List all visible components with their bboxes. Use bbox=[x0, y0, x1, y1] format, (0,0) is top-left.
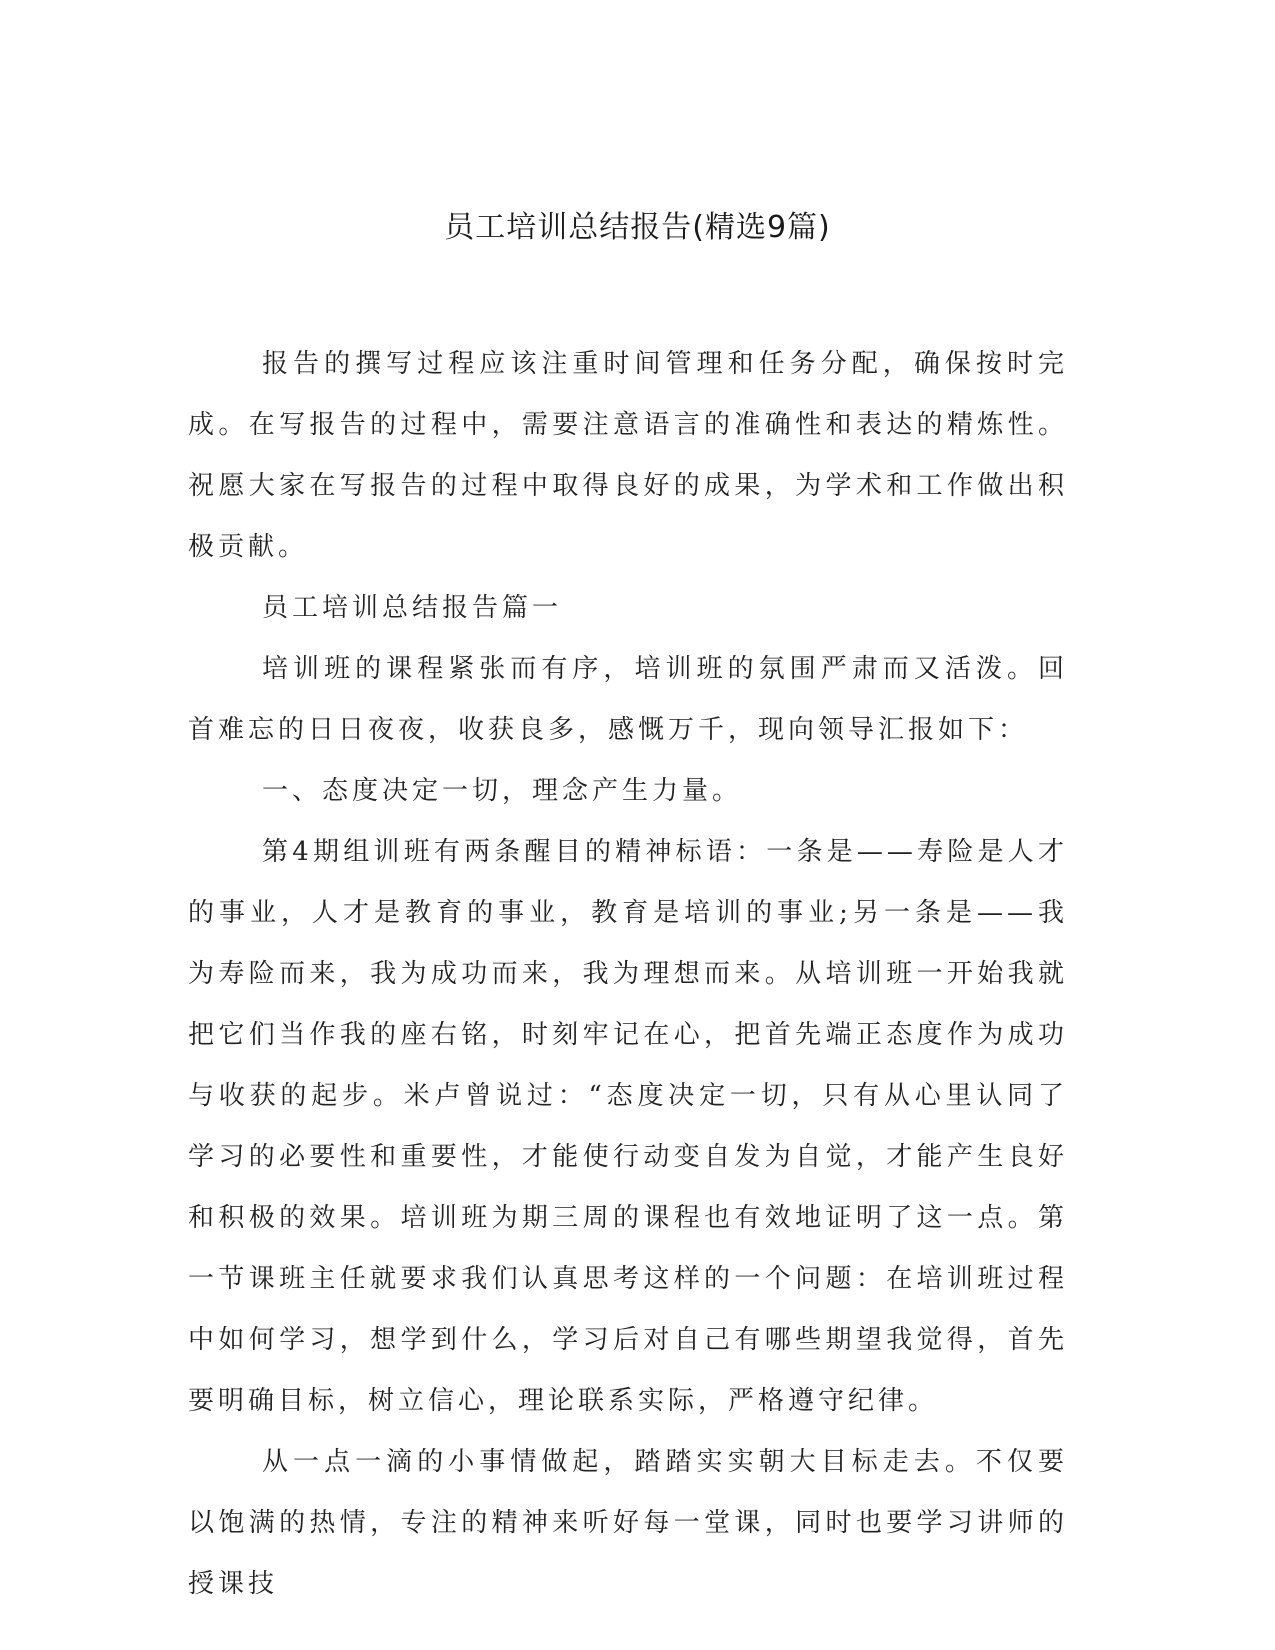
document-title: 员工培训总结报告(精选9篇) bbox=[444, 210, 831, 245]
paragraph: 第4期组训班有两条醒目的精神标语：一条是——寿险是人才的事业，人才是教育的事业，教育是培训的事业;另一条是——我为寿险而来，我为成功而来，我为理想而来。从培训班一开始我就把它们当作我的座右铭，时刻牢记在心，把首先端正态度作为成功与收获的起步。米卢曾说过：“态度决定一切，只有从心里认同了学习的必要性和重要性，才能使行动变自发为自觉，才能产生良好和积极的效果。培训班为期三周的课程也有效地证明了这一点。第一节课班主任就要求我们认真思考这样的一个问题：在培训班过程中如何学习，想学到什么，学习后对自己有哪些期望我觉得，首先要明确目标，树立信心，理论联系实际，严格遵守纪律。 bbox=[188, 837, 1068, 1416]
paragraph: 培训班的课程紧张而有序，培训班的氛围严肃而又活泼。回首难忘的日日夜夜，收获良多，感慨万千，现向领导汇报如下： bbox=[188, 654, 1068, 745]
paragraph: 从一点一滴的小事情做起，踏踏实实朝大目标走去。不仅要以饱满的热情，专注的精神来听好每一堂课，同时也要学习讲师的授课技 bbox=[188, 1447, 1068, 1599]
paragraph-intro: 报告的撰写过程应该注重时间管理和任务分配，确保按时完成。在写报告的过程中，需要注意语言的准确性和表达的精炼性。祝愿大家在写报告的过程中取得良好的成果，为学术和工作做出积极贡献。 bbox=[188, 349, 1068, 562]
section-heading: 员工培训总结报告篇一 bbox=[262, 593, 563, 623]
document-body bbox=[188, 334, 1068, 1615]
subheading: 一、态度决定一切，理念产生力量。 bbox=[262, 776, 743, 806]
